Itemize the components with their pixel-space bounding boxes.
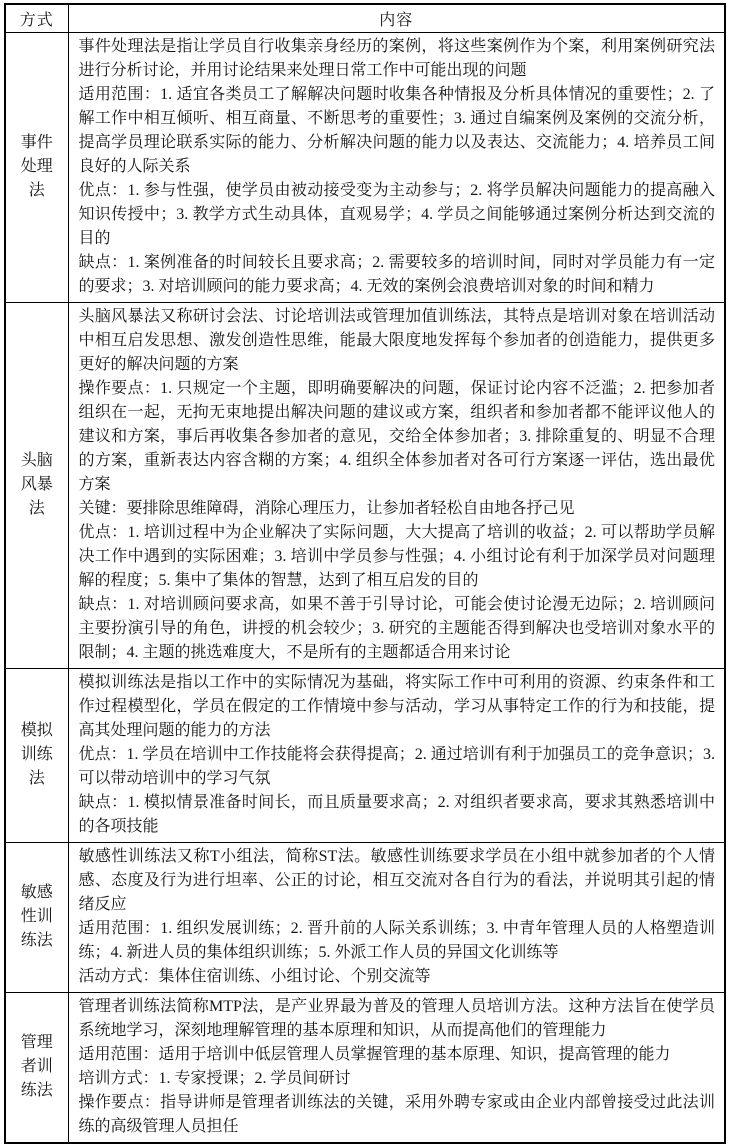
- column-header-method: 方式: [5, 4, 68, 32]
- table-row-simulation-training: [5, 668, 725, 842]
- method-cell: 头脑风暴法: [5, 302, 68, 668]
- activity-mode-paragraph: 活动方式：集体住宿训练、小组讨论、个别交流等: [78, 967, 431, 985]
- operation-points-paragraph: 操作要点：1. 只规定一个主题，即明确要解决的问题，保证讨论内容不泛滥；2. 把参加者组织在一起，无拘无束地提出解决问题的建议或方案，组织者和参加者都不能评议他人的建议和方案，事后再收集各参加者的意见，交给全体参加者；3. 排除重复的、明显不合理的方案，重新表达内容含糊的方案；4. 组织全体参加者对各可行方案逐一评估，选出最优方案: [78, 379, 715, 493]
- table-row-event-handling: [5, 32, 725, 302]
- table-row-sensitivity-training: [5, 842, 725, 992]
- training-methods-table: [4, 3, 726, 1144]
- description-paragraph: 事件处理法是指让学员自行收集亲身经历的案例，将这些案例作为个案，利用案例研究法进行分析讨论，并用讨论结果来处理日常工作中可能出现的问题: [78, 37, 715, 79]
- content-cell: [68, 668, 725, 842]
- advantages-paragraph: 优点：1. 学员在培训中工作技能将会获得提高；2. 通过培训有利于加强员工的竞争意识；3. 可以带动培训中的学习气氛: [78, 745, 715, 787]
- scope-paragraph: 适用范围：适用于培训中低层管理人员掌握管理的基本原理、知识，提高管理的能力: [78, 1045, 671, 1063]
- description-paragraph: 模拟训练法是指以工作中的实际情况为基础，将实际工作中可利用的资源、约束条件和工作过程模型化，学员在假定的工作情境中参与活动，学习从事特定工作的行为和技能，提高其处理问题的能力的方法: [78, 673, 715, 739]
- description-paragraph: 头脑风暴法又称研讨会法、讨论培训法或管理加值训练法，其特点是培训对象在培训活动中相互启发思想、激发创造性思维，能最大限度地发挥每个参加者的创造能力，提供更多更好的解决问题的方案: [78, 307, 715, 373]
- advantages-paragraph: 优点：1. 参与性强，使学员由被动接受变为主动参与；2. 将学员解决问题能力的提高融入知识传授中；3. 教学方式生动具体，直观易学；4. 学员之间能够通过案例分析达到交流的目的: [78, 181, 715, 247]
- disadvantages-paragraph: 缺点：1. 案例准备的时间较长且要求高；2. 需要较多的培训时间，同时对学员能力有一定的要求；3. 对培训顾问的能力要求高；4. 无效的案例会浪费培训对象的时间和精力: [78, 253, 715, 295]
- content-cell: [68, 32, 725, 302]
- advantages-paragraph: 优点：1. 培训过程中为企业解决了实际问题，大大提高了培训的收益；2. 可以帮助学员解决工作中遇到的实际困难；3. 培训中学员参与性强；4. 小组讨论有利于加深学员对问题理解的程度；5. 集中了集体的智慧，达到了相互启发的目的: [78, 523, 715, 589]
- training-mode-paragraph: 培训方式：1. 专家授课；2. 学员间研讨: [78, 1069, 351, 1087]
- method-cell: 管理者训练法: [5, 992, 68, 1143]
- disadvantages-paragraph: 缺点：1. 模拟情景准备时间长，而且质量要求高；2. 对组织者要求高，要求其熟悉培训中的各项技能: [78, 793, 715, 835]
- content-cell: [68, 842, 725, 992]
- description-paragraph: 敏感性训练法又称T小组法，简称ST法。敏感性训练要求学员在小组中就参加者的个人情感、态度及行为进行坦率、公正的讨论，相互交流对各自行为的看法，并说明其引起的情绪反应: [78, 847, 715, 913]
- key-paragraph: 关键：要排除思维障碍，消除心理压力，让参加者轻松自由地各抒己见: [78, 499, 575, 517]
- content-cell: [68, 992, 725, 1143]
- method-cell: 模拟训练法: [5, 668, 68, 842]
- table-row-manager-training: [5, 992, 725, 1143]
- column-header-content: 内容: [68, 4, 725, 32]
- disadvantages-paragraph: 缺点：1. 对培训顾问要求高，如果不善于引导讨论，可能会使讨论漫无边际；2. 培训顾问主要扮演引导的角色，讲授的机会较少；3. 研究的主题能否得到解决也受培训对象水平的限制；4. 主题的挑选难度大，不是所有的主题都适合用来讨论: [78, 595, 715, 661]
- method-cell: 敏感性训练法: [5, 842, 68, 992]
- header-row: [5, 4, 725, 32]
- description-paragraph: 管理者训练法简称MTP法，是产业界最为普及的管理人员培训方法。这种方法旨在使学员系统地学习，深刻地理解管理的基本原理和知识，从而提高他们的管理能力: [78, 997, 715, 1039]
- scope-paragraph: 适用范围：1. 适宜各类员工了解解决问题时收集各种情报及分析具体情况的重要性；2. 了解工作中相互倾听、相互商量、不断思考的重要性；3. 通过自编案例及案例的交流分析，提高学员理论联系实际的能力、分析解决问题的能力以及表达、交流能力；4. 培养员工间良好的人际关系: [78, 85, 715, 175]
- scope-paragraph: 适用范围：1. 组织发展训练；2. 晋升前的人际关系训练；3. 中青年管理人员的人格塑造训练；4. 新进人员的集体组织训练；5. 外派工作人员的异国文化训练等: [78, 919, 715, 961]
- content-cell: [68, 302, 725, 668]
- table-row-brainstorming: [5, 302, 725, 668]
- operation-points-paragraph: 操作要点：指导讲师是管理者训练法的关键，采用外聘专家或由企业内部曾接受过此法训练的高级管理人员担任: [78, 1093, 715, 1135]
- method-cell: 事件处理法: [5, 32, 68, 302]
